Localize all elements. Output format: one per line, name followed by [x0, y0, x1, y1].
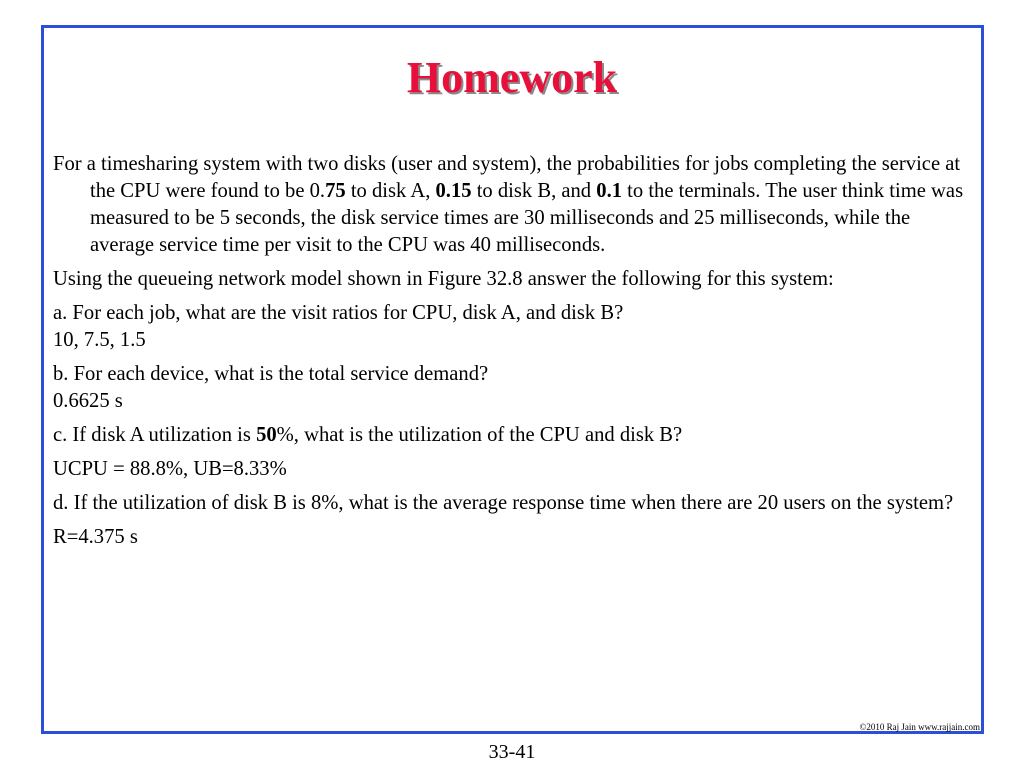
probability-disk-b: 0.15 — [435, 180, 472, 202]
question-c-utilization: 50 — [256, 424, 277, 446]
question-c — [53, 422, 968, 449]
question-b-text: b. For each device, what is the total service demand? — [53, 363, 489, 385]
question-a-answer: 10, 7.5, 1.5 — [53, 329, 146, 351]
question-c-text-1: c. If disk A utilization is — [53, 424, 257, 446]
question-c-text-2: %, what is the utilization of the CPU and disk B? — [276, 424, 683, 446]
slide-title: Homework — [406, 53, 618, 102]
copyright-notice: ©2010 Raj Jain www.rajjain.com — [859, 722, 980, 732]
question-b-answer: 0.6625 s — [53, 390, 123, 412]
probability-terminals: 0.1 — [596, 180, 623, 202]
model-instruction: Using the queueing network model shown in Figure 32.8 answer the following for this system: — [53, 268, 834, 290]
question-d: d. If the utilization of disk B is 8%, what is the average response time when there are 20 users on the system? — [53, 492, 954, 514]
problem-statement — [53, 151, 968, 259]
problem-text-3: to disk B, and — [471, 180, 597, 202]
slide-body — [53, 151, 968, 558]
problem-text-1: For a timesharing system with two disks (user and system), the probabilities for jobs completing the service at the CPU were found to be 0. — [53, 153, 961, 202]
question-c-answer: UCPU = 88.8%, UB=8.33% — [53, 458, 287, 480]
probability-disk-a: 75 — [325, 180, 346, 202]
problem-text-4: to the terminals. The user think time was measured to be 5 seconds, the disk service times are 30 milliseconds and 25 milliseconds, while the average service time per visit to the CPU was 40 milliseconds. — [90, 180, 964, 256]
problem-text-2: to disk A, — [345, 180, 436, 202]
slide-number: 33-41 — [488, 741, 536, 763]
question-a-text: a. For each job, what are the visit ratios for CPU, disk A, and disk B? — [53, 302, 624, 324]
question-b — [53, 361, 968, 415]
question-a — [53, 300, 968, 354]
question-d-answer: R=4.375 s — [53, 526, 138, 548]
